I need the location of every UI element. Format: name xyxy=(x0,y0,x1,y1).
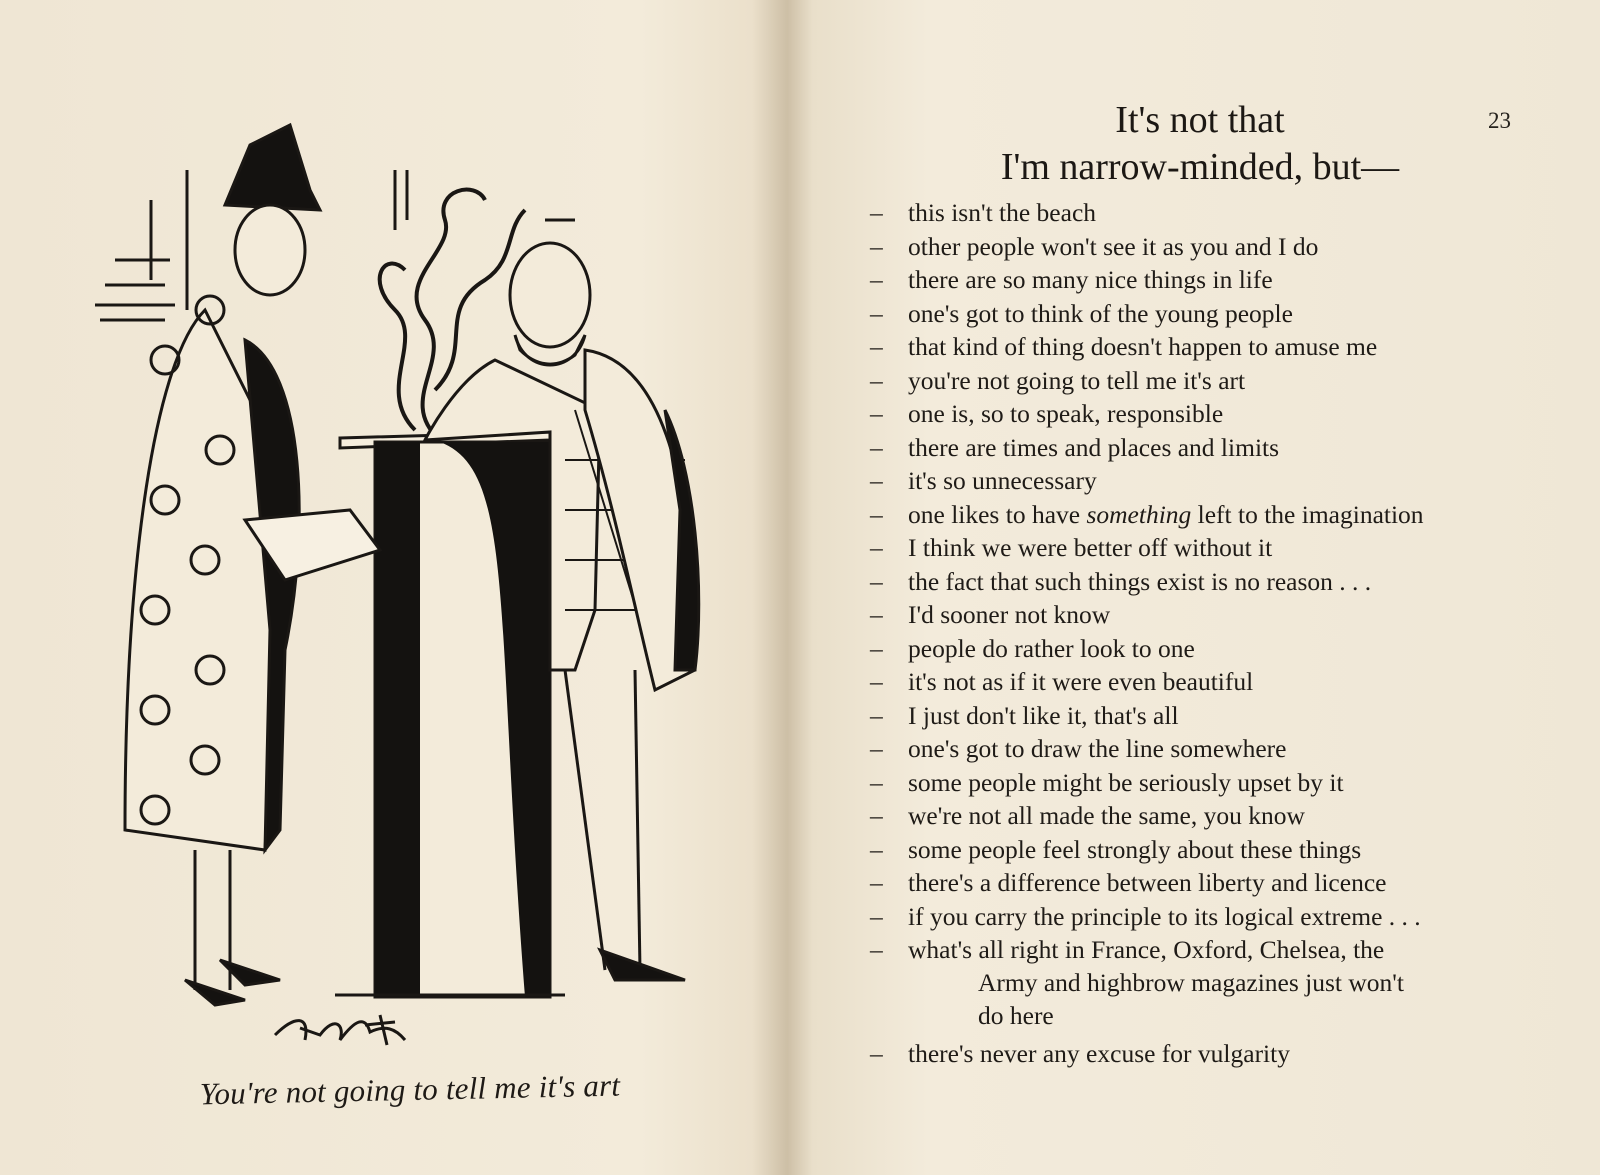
list-item: – one likes to have something left to the imagination xyxy=(870,499,1424,529)
list-item: – one is, so to speak, responsible xyxy=(870,399,1224,428)
woman-figure xyxy=(125,125,380,1005)
page-number: 23 xyxy=(1488,108,1511,133)
list-item: – it's so unnecessary xyxy=(870,466,1097,495)
list-item: – some people feel strongly about these things xyxy=(870,834,1362,864)
list-item-line: do here xyxy=(978,1001,1054,1030)
list-item: – one's got to think of the young people xyxy=(870,298,1293,328)
list-item: – I just don't like it, that's all xyxy=(870,700,1179,730)
page-title-line-1: It's not that xyxy=(1115,99,1285,141)
phrase-list xyxy=(870,196,1510,1071)
cartoon-illustration xyxy=(95,110,715,1070)
list-item: – if you carry the principle to its logical extreme . . . xyxy=(870,901,1421,931)
list-item: – there are so many nice things in life xyxy=(870,265,1273,294)
list-item: – some people might be seriously upset by it xyxy=(870,767,1344,797)
background-lines xyxy=(95,170,575,320)
emphasized-word: something xyxy=(1086,499,1192,529)
page-title-line-2: I'm narrow-minded, but— xyxy=(1000,146,1400,188)
list-item: – we're not all made the same, you know xyxy=(870,801,1305,830)
list-item: – I think we were better off without it xyxy=(870,533,1273,562)
list-item: – people do rather look to one xyxy=(870,633,1195,663)
cartoon-caption: You're not going to tell me it's art xyxy=(199,1067,621,1112)
list-item: – there's never any excuse for vulgarity xyxy=(870,1039,1290,1068)
left-page xyxy=(0,0,790,1175)
list-item-line: Army and highbrow magazines just won't xyxy=(978,968,1404,997)
list-item: – this isn't the beach xyxy=(870,198,1097,227)
list-item: – it's not as if it were even beautiful xyxy=(870,667,1254,696)
pedestal xyxy=(335,432,565,997)
list-item: – I'd sooner not know xyxy=(870,600,1111,629)
list-item: – other people won't see it as you and I do xyxy=(870,231,1319,261)
list-item: – there's a difference between liberty and licence xyxy=(870,868,1387,897)
list-item: – one's got to draw the line somewhere xyxy=(870,734,1287,763)
list-item: – that kind of thing doesn't happen to amuse me xyxy=(870,332,1378,361)
list-item: – there are times and places and limits xyxy=(870,432,1280,462)
artist-signature xyxy=(275,1015,405,1045)
list-item: – the fact that such things exist is no reason . . . xyxy=(870,566,1372,596)
list-item: – you're not going to tell me it's art xyxy=(870,365,1246,395)
list-item: – what's all right in France, Oxford, Chelsea, the Army and highbrow magazines just won't do here xyxy=(870,935,1404,1030)
list-item-line: what's all right in France, Oxford, Chelsea, the xyxy=(908,935,1385,964)
